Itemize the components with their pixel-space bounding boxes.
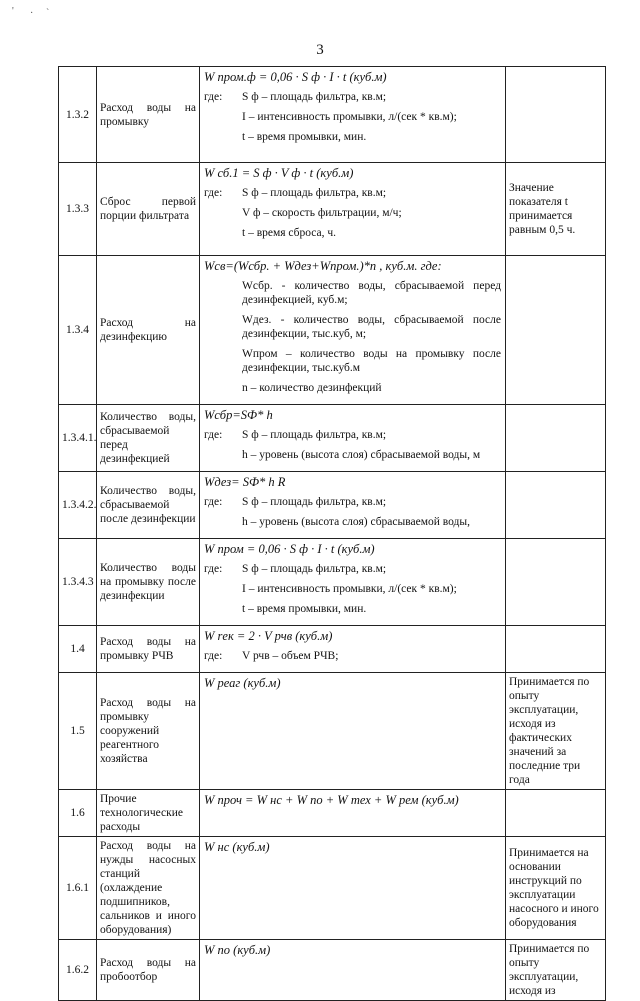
table-row (59, 626, 606, 673)
formula-legend-line (204, 279, 501, 307)
formula-legend-line (204, 130, 501, 144)
formula-cell (200, 163, 506, 256)
legend-key: где: (204, 650, 223, 662)
formula-legend-line (204, 448, 501, 462)
item-name: Количество воды на промывку после дезинфекции (97, 539, 200, 626)
legend-key: где: (204, 91, 223, 103)
item-name: Расход на дезинфекцию (97, 256, 200, 405)
formula-legend-line (204, 347, 501, 375)
note-cell (506, 256, 606, 405)
legend-key: где: (204, 496, 223, 508)
formula-legend-line (204, 381, 501, 395)
legend-key (204, 347, 242, 375)
item-number: 1.4 (59, 626, 97, 673)
formula-legend-line (204, 313, 501, 341)
formula-legend-line (204, 428, 501, 442)
formula-legend-line (204, 495, 501, 509)
note-cell: Значение показателя t принимается равным 0,5 ч. (506, 163, 606, 256)
legend-key (204, 381, 242, 395)
item-number: 1.3.2 (59, 67, 97, 163)
item-name: Расход воды на пробоотбор (97, 940, 200, 1001)
formula-cell (200, 837, 506, 940)
item-name: Сброс первой порции фильтрата (97, 163, 200, 256)
item-name: Расход воды на промывку (97, 67, 200, 163)
formula: Wдез= SФ* h R (204, 475, 286, 489)
legend-key (204, 313, 242, 341)
item-number: 1.3.3 (59, 163, 97, 256)
formula: W пром = 0,06 · S ф · I · t (куб.м) (204, 542, 375, 556)
page-number: 3 (316, 42, 324, 58)
formula-legend-line (204, 186, 501, 200)
legend-key (204, 110, 242, 124)
legend-text: Wпром – количество воды на промывку после дезинфекции, тыс.куб.м (242, 348, 501, 374)
legend-key (204, 515, 242, 529)
legend-text: h – уровень (высота слоя) сбрасываемой воды, м (242, 449, 481, 461)
corner-mark: · (30, 8, 34, 19)
item-number: 1.3.4.3 (59, 539, 97, 626)
legend-text: Wсбр. - количество воды, сбрасываемой перед дезинфекцией, куб.м; (242, 280, 501, 306)
legend-text: S ф – площадь фильтра, кв.м; (242, 187, 387, 199)
formula-cell (200, 405, 506, 472)
legend-key: где: (204, 429, 223, 441)
table-row (59, 163, 606, 256)
legend-key (204, 206, 242, 220)
formula-legend-line (204, 515, 501, 529)
calculation-table (58, 66, 606, 1001)
table-row (59, 539, 606, 626)
legend-text: n – количество дезинфекций (242, 382, 382, 394)
note-cell (506, 67, 606, 163)
formula: W нс (куб.м) (204, 840, 270, 854)
legend-text: t – время промывки, мин. (242, 131, 367, 143)
formula: W сб.1 = S ф · V ф · t (куб.м) (204, 166, 354, 180)
table-row (59, 790, 606, 837)
table-row (59, 405, 606, 472)
note-cell (506, 472, 606, 539)
item-name: Количество воды, сбрасываемой перед дезинфекцией (97, 405, 200, 472)
formula-cell (200, 539, 506, 626)
formula-cell (200, 472, 506, 539)
formula-cell (200, 626, 506, 673)
formula-legend-line (204, 602, 501, 616)
formula-cell (200, 790, 506, 837)
item-name: Расход воды на промывку РЧВ (97, 626, 200, 673)
legend-text: V ф – скорость фильтрации, м/ч; (242, 207, 402, 219)
formula-cell (200, 256, 506, 405)
formula-cell (200, 67, 506, 163)
item-number: 1.3.4 (59, 256, 97, 405)
formula: W rек = 2 · V рчв (куб.м) (204, 629, 333, 643)
formula-legend-line (204, 206, 501, 220)
formula: W по (куб.м) (204, 943, 271, 957)
formula: W проч = W нс + W по + W тех + W рем (куб.м) (204, 793, 459, 807)
item-number: 1.3.4.1. (59, 405, 97, 472)
table-row (59, 256, 606, 405)
legend-key (204, 226, 242, 240)
legend-key: где: (204, 563, 223, 575)
item-number: 1.3.4.2. (59, 472, 97, 539)
formula-cell (200, 940, 506, 1001)
formula: Wсбр=SФ* h (204, 408, 273, 422)
legend-key (204, 448, 242, 462)
formula-legend-line (204, 110, 501, 124)
note-cell: Принимается по опыту эксплуатации, исходя из фактических значений за последние три года (506, 673, 606, 790)
legend-text: h – уровень (высота слоя) сбрасываемой воды, (242, 516, 470, 528)
formula-cell (200, 673, 506, 790)
formula: W реаг (куб.м) (204, 676, 281, 690)
corner-mark: ` (46, 8, 50, 19)
item-name: Количество воды, сбрасываемой после дезинфекции (97, 472, 200, 539)
formula-legend-line (204, 562, 501, 576)
legend-text: S ф – площадь фильтра, кв.м; (242, 563, 387, 575)
formula-legend-line (204, 226, 501, 240)
note-cell: Принимается по опыту эксплуатации, исходя из (506, 940, 606, 1001)
note-cell (506, 405, 606, 472)
item-number: 1.6.2 (59, 940, 97, 1001)
formula-legend-line (204, 649, 501, 663)
table-row (59, 940, 606, 1001)
corner-mark: ' (12, 6, 14, 17)
note-cell (506, 626, 606, 673)
table-row (59, 837, 606, 940)
table-row (59, 472, 606, 539)
formula: Wсв=(Wсбр. + Wдез+Wпром.)*n , куб.м. где: (204, 259, 442, 273)
formula: W пром.ф = 0,06 · S ф · I · t (куб.м) (204, 70, 387, 84)
legend-text: I – интенсивность промывки, л/(сек * кв.м); (242, 583, 457, 595)
item-number: 1.6 (59, 790, 97, 837)
legend-key: где: (204, 187, 223, 199)
item-number: 1.6.1 (59, 837, 97, 940)
item-name: Расход воды на нужды насосных станций (охлаждение подшипников, сальников и иного оборудования) (97, 837, 200, 940)
note-cell: Принимается на основании инструкций по эксплуатации насосного и иного оборудования (506, 837, 606, 940)
legend-key (204, 602, 242, 616)
table-row (59, 67, 606, 163)
item-name: Расход воды на промывку сооружений реагентного хозяйства (97, 673, 200, 790)
table-row (59, 673, 606, 790)
item-name: Прочие технологические расходы (97, 790, 200, 837)
legend-text: V рчв – объем РЧВ; (242, 650, 339, 662)
note-cell (506, 539, 606, 626)
legend-key (204, 582, 242, 596)
note-cell (506, 790, 606, 837)
legend-key (204, 279, 242, 307)
legend-text: S ф – площадь фильтра, кв.м; (242, 91, 387, 103)
legend-text: I – интенсивность промывки, л/(сек * кв.м); (242, 111, 457, 123)
legend-text: t – время сброса, ч. (242, 227, 337, 239)
legend-text: S ф – площадь фильтра, кв.м; (242, 496, 387, 508)
item-number: 1.5 (59, 673, 97, 790)
legend-text: t – время промывки, мин. (242, 603, 367, 615)
legend-key (204, 130, 242, 144)
legend-text: S ф – площадь фильтра, кв.м; (242, 429, 387, 441)
formula-legend-line (204, 90, 501, 104)
formula-legend-line (204, 582, 501, 596)
legend-text: Wдез. - количество воды, сбрасываемой после дезинфекции, тыс.куб, м; (242, 314, 501, 340)
